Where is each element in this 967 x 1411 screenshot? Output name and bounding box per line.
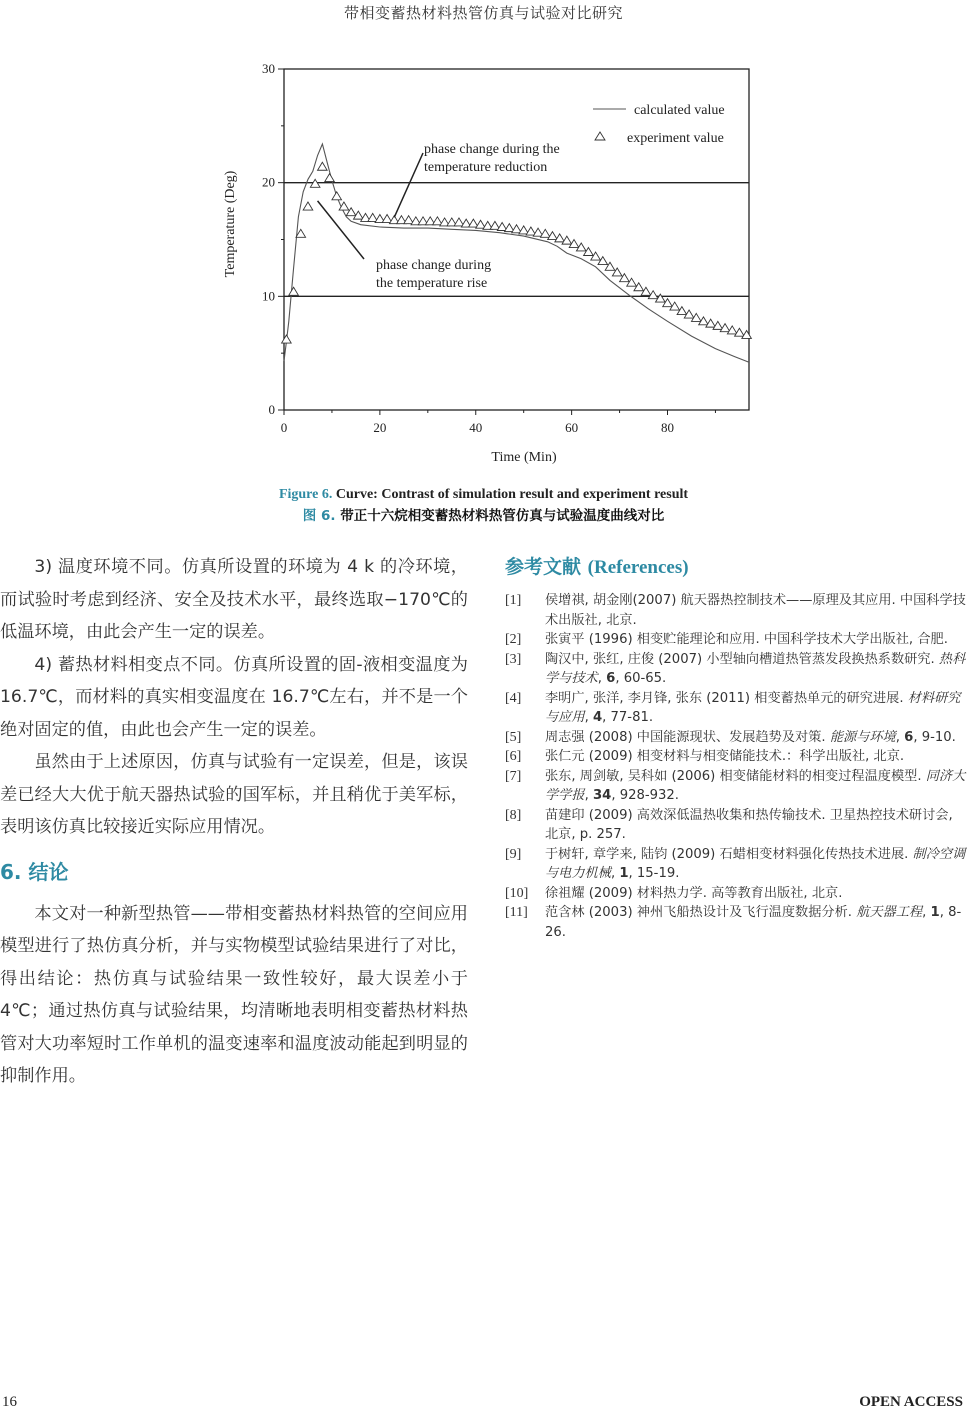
reference-text: 陶汉中, 张红, 庄俊 (2007) 小型轴向槽道热管蒸发段换热系数研究. 热科学与技术, 6, 60-65. (545, 651, 966, 686)
reference-pages: , 60-65. (615, 671, 667, 686)
references-section (505, 552, 967, 942)
reference-citation: 徐祖耀 (2009) 材料热力学. 高等教育出版社, 北京. (545, 885, 843, 901)
reference-item (505, 747, 967, 767)
reference-number: [8] (505, 807, 522, 823)
figure-label-en: Figure 6. (278, 487, 333, 502)
reference-volume: 1 (619, 866, 629, 881)
reference-number: [10] (505, 885, 529, 901)
reference-item (505, 884, 967, 904)
reference-pages: , 9-10. (913, 729, 956, 745)
reference-citation: 周志强 (2008) 中国能源现状、发展趋势及对策. (545, 729, 830, 745)
reference-item (505, 845, 967, 884)
plot-frame (284, 69, 749, 410)
references-heading-zh: 参考文献 (505, 556, 582, 578)
experiment-value-marker (325, 174, 335, 182)
legend (593, 103, 725, 146)
series (282, 144, 752, 362)
figure-6-chart (218, 56, 758, 472)
y-tick-label: 0 (268, 402, 275, 417)
legend-label-calculated: calculated value (634, 103, 725, 118)
open-access-label: OPEN ACCESS (859, 1394, 963, 1410)
reference-volume: 4 (592, 710, 603, 725)
experiment-value-marker (540, 229, 550, 237)
y-tick-label: 20 (262, 174, 275, 190)
annotation-text-reduction: phase change during the (424, 142, 560, 157)
reference-journal: 制冷空调与电力机械 (545, 846, 966, 881)
references-heading-en: (References) (587, 557, 689, 578)
reference-number: [4] (505, 690, 522, 706)
reference-journal: 航天器工程 (856, 905, 923, 920)
reference-text (545, 806, 967, 845)
caption-text-en: Curve: Contrast of simulation result and experiment result (335, 487, 689, 502)
annotation-text-rise: the temperature rise (376, 276, 488, 291)
x-tick-label: 80 (661, 420, 675, 435)
experiment-value-marker (332, 192, 342, 200)
reference-number: [9] (505, 846, 522, 862)
reference-item (505, 903, 967, 942)
experiment-value-marker (318, 162, 328, 170)
reference-pages: , 77-81. (602, 710, 654, 725)
reference-text: 于树轩, 章学来, 陆钧 (2009) 石蜡相变材料强化传热技术进展. 制冷空调与电力机械, 1, 15-19. (545, 846, 966, 881)
reference-pages: , 8-26. (545, 905, 962, 940)
reference-text: 范含林 (2003) 神州飞船热设计及飞行温度数据分析. 航天器工程, 1, 8-26. (545, 905, 962, 940)
reference-item (505, 728, 967, 748)
running-head: 带相变蓄热材料热管仿真与试验对比研究 (343, 4, 623, 22)
reference-volume: 6 (904, 729, 914, 745)
annotations (318, 142, 560, 291)
page-number: 16 (2, 1394, 17, 1410)
reference-pages: , 928-932. (611, 788, 679, 803)
reference-text (545, 591, 967, 630)
paragraph-conclusion: 本文对一种新型热管——带相变蓄热材料热管的空间应用模型进行了热仿真分析，并与实物模型试验结果进行了对比，得出结论：热仿真与试验结果一致性较好，最大误差小于 4℃；通过热仿真与试验结果，均清晰地表明相变蓄热材料热管对大功率短时工作单机的温变速率和温度波动能起到明显的抑制作用。 (0, 903, 468, 1086)
reference-item (505, 630, 967, 650)
reference-item (505, 806, 967, 845)
figure-caption (0, 487, 967, 524)
reference-number: [6] (505, 749, 522, 764)
reference-journal: 能源与环境 (829, 729, 896, 745)
paragraph-item-3: 3) 温度环境不同。仿真所设置的环境为 4 k 的冷环境，而试验时考虑到经济、安全及技术水平，最终选取−170℃的低温环境，由此会产生一定的误差。 (0, 557, 468, 642)
reference-volume: 34 (592, 788, 612, 803)
legend-triangle-swatch (595, 132, 605, 140)
reference-text (545, 747, 967, 767)
reference-pages: , 15-19. (628, 866, 680, 881)
reference-text (545, 630, 967, 650)
calculated-value-line (284, 144, 749, 362)
y-axis-label: Temperature (Deg) (223, 170, 238, 278)
experiment-value-marker (282, 335, 292, 343)
caption-chinese (0, 504, 967, 524)
paragraph-summary: 虽然由于上述原因，仿真与试验有一定误差，但是，该误差已经大大优于航天器热试验的国军标，并且稍优于美军标，表明该仿真比较接近实际应用情况。 (0, 752, 468, 837)
figure-label-zh: 图 6. (302, 508, 336, 524)
reference-number: [5] (505, 729, 522, 745)
annotation-text-rise: phase change during (376, 258, 492, 273)
reference-number: [1] (505, 593, 522, 608)
caption-text-zh: 带正十六烷相变蓄热材料热管仿真与试验温度曲线对比 (340, 508, 665, 524)
reference-number: [7] (505, 768, 522, 784)
reference-text (545, 884, 967, 904)
reference-item (505, 689, 967, 728)
gridlines (284, 183, 749, 297)
reference-number: [11] (505, 905, 528, 920)
x-tick-label: 20 (373, 420, 387, 435)
section-heading-conclusion: 6. 结论 (0, 859, 69, 884)
reference-journal: 同济大学学报 (545, 768, 966, 803)
reference-citation: 张东, 周剑敏, 吴科如 (2006) 相变储能材料的相变过程温度模型. (545, 768, 926, 784)
reference-text: 张东, 周剑敏, 吴科如 (2006) 相变储能材料的相变过程温度模型. 同济大学学报, 34, 928-932. (545, 768, 966, 803)
reference-number: [3] (505, 651, 522, 667)
reference-item (505, 650, 967, 689)
x-axis-label: Time (Min) (491, 450, 557, 465)
experiment-value-marker (289, 287, 299, 295)
reference-list (505, 591, 967, 942)
reference-journal: 材料研究与应用 (545, 690, 961, 725)
annotation-arrow-reduction (394, 153, 423, 217)
reference-citation: 侯增祺, 胡金刚(2007) 航天器热控制技术——原理及其应用. 中国科学技术出版社, 北京. (545, 593, 966, 628)
reference-citation: 张寅平 (1996) 相变贮能理论和应用. 中国科学技术大学出版社, 合肥. (545, 632, 948, 647)
reference-citation: 于树轩, 章学来, 陆钧 (2009) 石蜡相变材料强化传热技术进展. (545, 846, 913, 862)
reference-volume: 6 (606, 671, 616, 686)
experiment-value-marker (303, 202, 313, 210)
reference-journal: 热科学与技术 (545, 651, 966, 686)
left-column (0, 551, 468, 1093)
reference-citation: 范含林 (2003) 神州飞船热设计及飞行温度数据分析. (545, 905, 857, 920)
reference-item (505, 767, 967, 806)
reference-number: [2] (505, 632, 522, 647)
reference-citation: 李明广, 张洋, 李月锋, 张东 (2011) 相变蓄热单元的研究进展. (545, 690, 908, 706)
y-tick-label: 10 (262, 288, 275, 304)
references-heading (505, 552, 967, 579)
legend-label-experiment: experiment value (627, 131, 724, 146)
x-tick-label: 60 (565, 420, 579, 435)
x-tick-label: 0 (280, 420, 288, 435)
reference-text: 周志强 (2008) 中国能源现状、发展趋势及对策. 能源与环境, 6, 9-10. (545, 729, 956, 745)
reference-item (505, 591, 967, 630)
y-tick-label: 30 (262, 61, 275, 76)
reference-citation: 张仁元 (2009) 相变材料与相变储能技术.：科学出版社, 北京. (545, 749, 905, 764)
x-tick-label: 40 (469, 420, 483, 435)
caption-english (0, 487, 967, 503)
annotation-text-reduction: temperature reduction (424, 160, 548, 175)
reference-citation: 陶汉中, 张红, 庄俊 (2007) 小型轴向槽道热管蒸发段换热系数研究. (545, 651, 939, 667)
reference-citation: 苗建印 (2009) 高效深低温热收集和热传输技术. 卫星热控技术研讨会, 北京, p. 257. (545, 807, 953, 842)
reference-volume: 1 (930, 905, 940, 920)
reference-text: 李明广, 张洋, 李月锋, 张东 (2011) 相变蓄热单元的研究进展. 材料研究与应用, 4, 77-81. (545, 690, 961, 725)
paragraph-item-4: 4) 蓄热材料相变点不同。仿真所设置的固-液相变温度为 16.7℃，而材料的真实相变温度在 16.7℃左右，并不是一个绝对固定的值，由此也会产生一定的误差。 (0, 654, 468, 740)
